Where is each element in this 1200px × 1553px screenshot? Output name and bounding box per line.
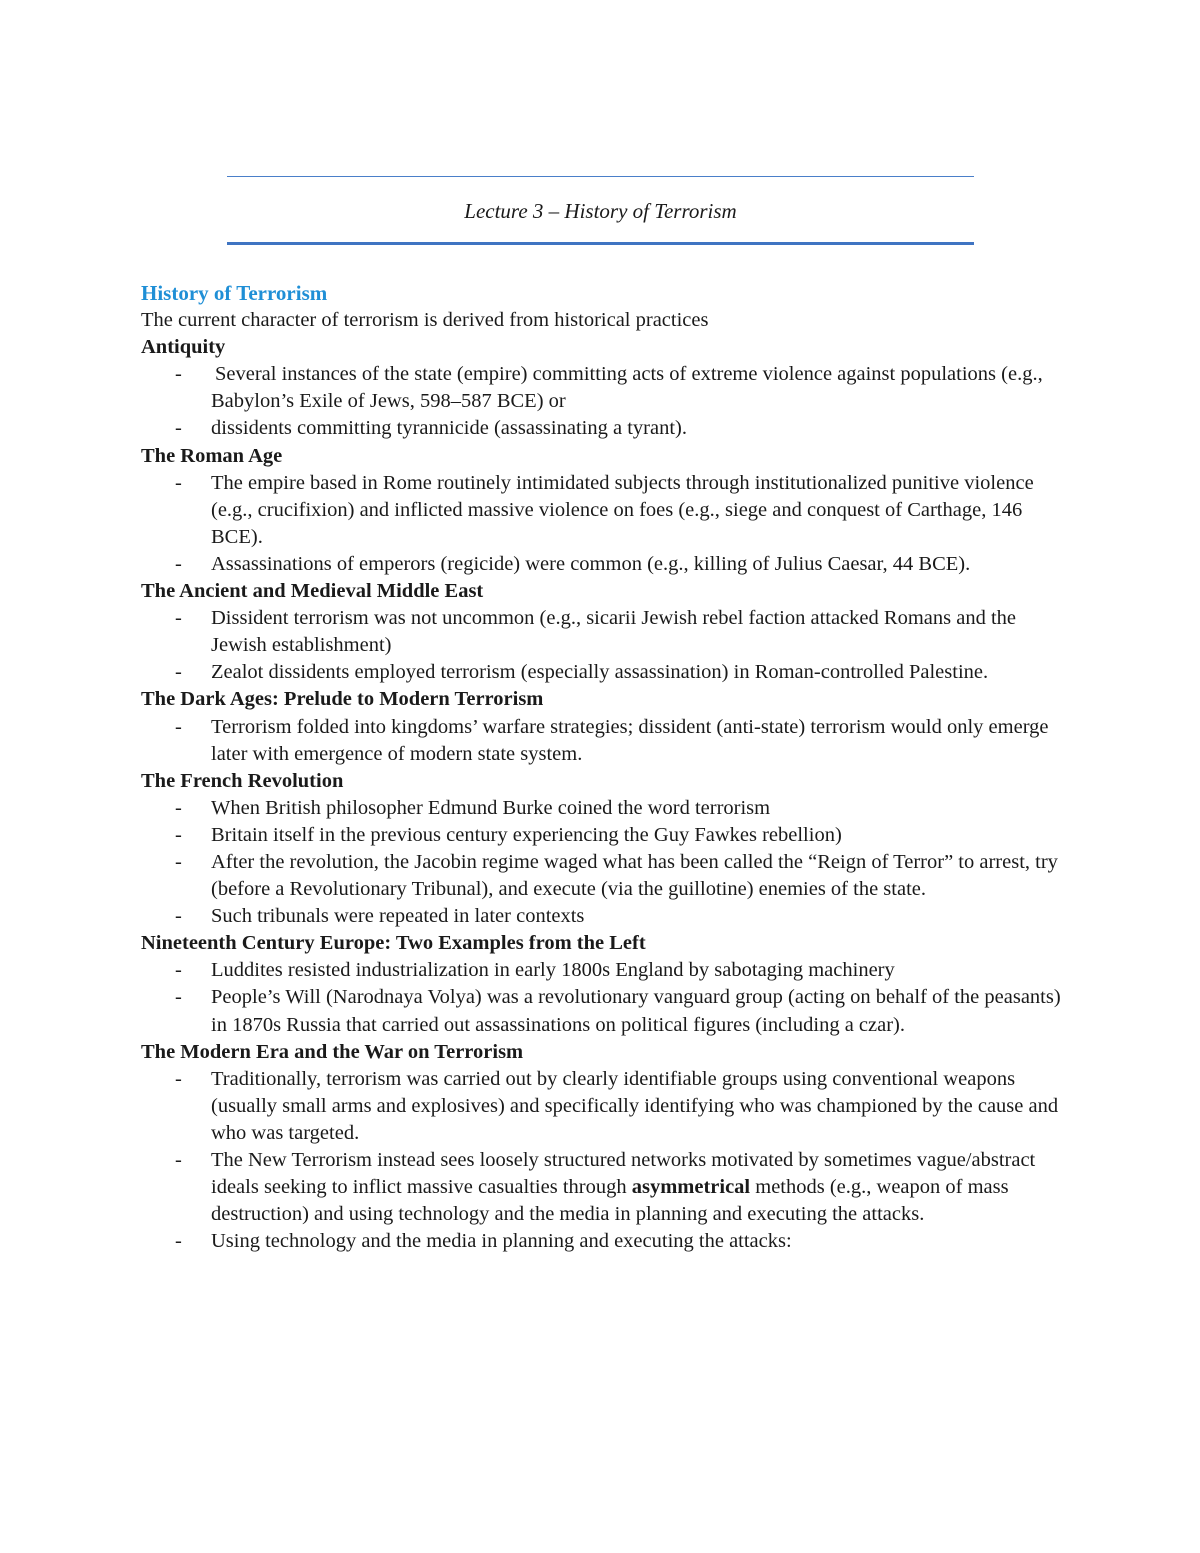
list-item-text-tail: methods (e.g., weapon of mass destruction) and using technology and the media in planning and executing the attacks. xyxy=(211,1176,1009,1226)
bullet-dash: - xyxy=(175,471,182,494)
list-item xyxy=(141,659,1071,686)
list-item-text: People’s Will (Narodnaya Volya) was a revolutionary vanguard group (acting on behalf of the peasants) in 1870s Russia that carried out assassinations on political figures (including a czar). xyxy=(211,986,1061,1036)
list-item xyxy=(141,361,1071,415)
list-item-text: Several instances of the state (empire) committing acts of extreme violence against populations (e.g., Babylon’s Exile of Jews, 598–587 BCE) or xyxy=(211,363,1043,413)
section-list-roman-age xyxy=(141,470,1071,578)
section-heading-french-revolution: The French Revolution xyxy=(141,769,344,792)
bullet-dash: - xyxy=(175,715,182,738)
list-item xyxy=(141,849,1071,903)
list-item-text: Using technology and the media in planning and executing the attacks: xyxy=(211,1230,792,1253)
list-item-text: Luddites resisted industrialization in early 1800s England by sabotaging machinery xyxy=(211,959,895,982)
bullet-dash: - xyxy=(175,823,182,846)
list-item xyxy=(141,551,1071,578)
section-heading-roman-age: The Roman Age xyxy=(141,444,283,467)
list-item xyxy=(141,822,1071,849)
section-list-nineteenth-century xyxy=(141,957,1071,1038)
document-body xyxy=(141,280,1071,1255)
section-list-modern-era xyxy=(141,1066,1071,1256)
section-list-middle-east xyxy=(141,605,1071,686)
list-item-text: Dissident terrorism was not uncommon (e.g., sicarii Jewish rebel faction attacked Romans and the Jewish establishment) xyxy=(211,607,1016,657)
bullet-dash: - xyxy=(175,850,182,873)
bullet-dash: - xyxy=(175,552,182,575)
list-item-text: After the revolution, the Jacobin regime waged what has been called the “Reign of Terror” to arrest, try (before a Revolutionary Tribunal), and execute (via the guillotine) enemies of the state. xyxy=(211,850,1058,901)
intro-paragraph: The current character of terrorism is derived from historical practices xyxy=(141,309,709,332)
list-item-text: Britain itself in the previous century experiencing the Guy Fawkes rebellion) xyxy=(211,823,842,846)
section-list-french-revolution xyxy=(141,795,1071,930)
list-item xyxy=(141,984,1071,1038)
bold-term-asymmetrical: asymmetrical xyxy=(631,1176,751,1199)
section-heading-nineteenth-century: Nineteenth Century Europe: Two Examples from the Left xyxy=(141,932,646,955)
list-item xyxy=(141,605,1071,659)
section-heading-dark-ages: The Dark Ages: Prelude to Modern Terrorism xyxy=(141,688,544,711)
list-item-text: When British philosopher Edmund Burke coined the word terrorism xyxy=(211,796,771,819)
main-heading: History of Terrorism xyxy=(141,281,328,305)
bullet-dash: - xyxy=(175,417,182,440)
section-heading-modern-era: The Modern Era and the War on Terrorism xyxy=(141,1040,524,1063)
bullet-dash: - xyxy=(175,363,182,386)
bullet-dash: - xyxy=(175,1067,182,1090)
list-item-text: Terrorism folded into kingdoms’ warfare strategies; dissident (anti-state) terrorism would only emerge later with emergence of modern state system. xyxy=(211,715,1049,765)
list-item xyxy=(141,470,1071,551)
section-list-antiquity xyxy=(141,361,1071,442)
list-item-text: The empire based in Rome routinely intimidated subjects through institutionalized punitive violence (e.g., crucifixion) and inflicted massive violence on foes (e.g., siege and conquest of Carthage, 146 BCE). xyxy=(211,471,1034,548)
list-item-text: dissidents committing tyrannicide (assassinating a tyrant). xyxy=(211,417,687,440)
list-item xyxy=(141,1147,1071,1228)
bullet-dash: - xyxy=(175,607,182,630)
list-item-text: Traditionally, terrorism was carried out by clearly identifiable groups using conventional weapons (usually small arms and explosives) and specifically identifying who was championed by the cause and who was targeted. xyxy=(211,1067,1059,1144)
list-item-text-lead: The New Terrorism instead sees loosely structured networks motivated by sometimes vague/abstract ideals seeking to inflict massive casualties through xyxy=(211,1149,1036,1199)
list-item-text: Assassinations of emperors (regicide) were common (e.g., killing of Julius Caesar, 44 BCE). xyxy=(211,552,971,575)
bullet-dash: - xyxy=(175,661,182,684)
list-item-text: Such tribunals were repeated in later contexts xyxy=(211,905,585,928)
list-item xyxy=(141,415,1071,442)
document-title: Lecture 3 – History of Terrorism xyxy=(464,199,737,223)
title-rule-bottom xyxy=(227,242,974,245)
bullet-dash: - xyxy=(175,959,182,982)
list-item xyxy=(141,714,1071,768)
bullet-dash: - xyxy=(175,796,182,819)
list-item xyxy=(141,957,1071,984)
bullet-dash: - xyxy=(175,905,182,928)
bullet-dash: - xyxy=(175,986,182,1009)
bullet-dash: - xyxy=(175,1149,182,1171)
list-item-text xyxy=(211,1149,1035,1225)
list-item xyxy=(141,1228,1071,1255)
section-heading-antiquity: Antiquity xyxy=(141,336,226,359)
list-item xyxy=(141,795,1071,822)
section-list-dark-ages xyxy=(141,714,1071,768)
bullet-dash: - xyxy=(175,1230,182,1253)
section-heading-middle-east: The Ancient and Medieval Middle East xyxy=(141,580,484,603)
list-item xyxy=(141,903,1071,930)
title-rule-top xyxy=(227,176,974,177)
list-item-text: Zealot dissidents employed terrorism (especially assassination) in Roman-controlled Palestine. xyxy=(211,661,989,684)
list-item xyxy=(141,1066,1071,1147)
